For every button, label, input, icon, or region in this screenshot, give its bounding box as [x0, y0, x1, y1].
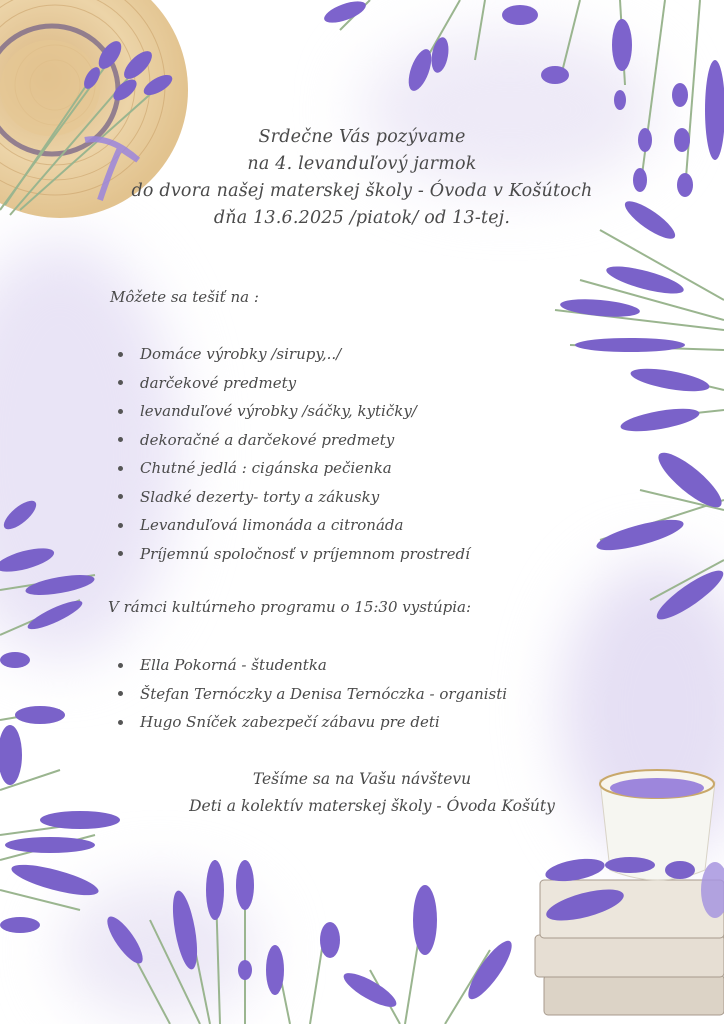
bullet-icon: [118, 409, 123, 414]
bullet-icon: [118, 466, 123, 471]
bullet-icon: [118, 494, 123, 499]
list-item: Domáce výrobky /sirupy,../: [118, 340, 470, 369]
list-item: dekoračné a darčekové predmety: [118, 426, 470, 455]
closing-line: Tešíme sa na Vašu návštevu: [252, 770, 472, 788]
list-item: Ella Pokorná - študentka: [118, 651, 507, 680]
list-item: Chutné jedlá : cigánska pečienka: [118, 454, 470, 483]
list-item: Hugo Sníček zabezpečí zábavu pre deti: [118, 708, 507, 737]
bullet-icon: [118, 437, 123, 442]
list-item: Štefan Ternóczky a Denisa Ternóczka - organisti: [118, 680, 507, 709]
list-item: Sladké dezerty- torty a zákusky: [118, 483, 470, 512]
program-heading: V rámci kultúrneho programu o 15:30 vystúpia:: [108, 598, 472, 616]
offer-heading: Môžete sa tešiť na :: [110, 288, 259, 306]
bullet-icon: [118, 523, 123, 528]
bullet-icon: [118, 663, 123, 668]
bullet-icon: [118, 551, 123, 556]
program-list: [118, 651, 507, 737]
bullet-icon: [118, 352, 123, 357]
offer-list: [118, 340, 470, 568]
list-item: levanduľové výrobky /sáčky, kytičky/: [118, 397, 470, 426]
title-line: do dvora našej materskej školy - Óvoda v Košútoch: [131, 181, 593, 201]
list-item: Levanduľová limonáda a citronáda: [118, 511, 470, 540]
closing-message: [0, 766, 724, 820]
invitation-title: [0, 124, 724, 232]
bullet-icon: [118, 691, 123, 696]
bullet-icon: [118, 720, 123, 725]
list-item: darčekové predmety: [118, 369, 470, 398]
title-line: dňa 13.6.2025 /piatok/ od 13-tej.: [213, 208, 511, 228]
list-item: Príjemnú spoločnosť v príjemnom prostredí: [118, 540, 470, 569]
title-line: Srdečne Vás pozývame: [258, 127, 466, 147]
bullet-icon: [118, 380, 123, 385]
title-line: na 4. levanduľový jarmok: [247, 154, 477, 174]
closing-signature: Deti a kolektív materskej školy - Óvoda Košúty: [189, 797, 555, 815]
